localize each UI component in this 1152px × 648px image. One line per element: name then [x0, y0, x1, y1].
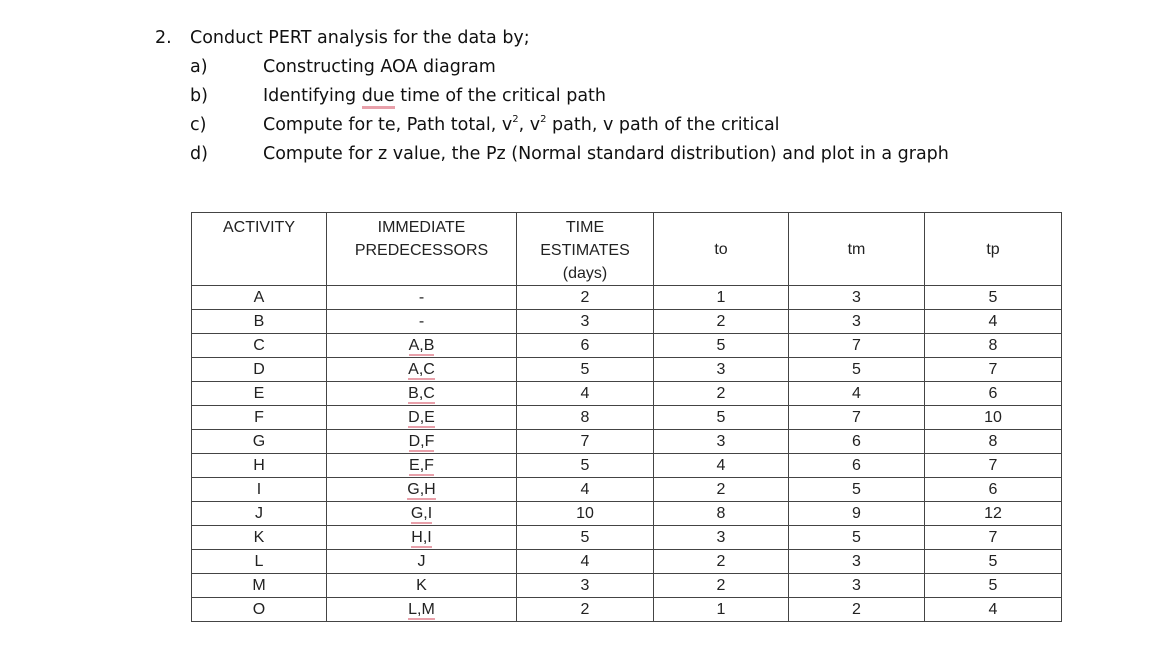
cell-predecessors [327, 598, 517, 622]
table-row [192, 598, 1062, 622]
cell-tp: 6 [925, 478, 1062, 502]
superscript-1: 2 [512, 114, 519, 125]
predecessor-list: G,H [407, 480, 436, 498]
superscript-2: 2 [540, 114, 547, 125]
header-to: to [654, 213, 789, 286]
cell-time-estimate: 6 [517, 334, 654, 358]
cell-tp: 10 [925, 406, 1062, 430]
header-time-estimates [517, 213, 654, 286]
cell-activity: F [192, 406, 327, 430]
cell-time-estimate: 3 [517, 574, 654, 598]
cell-time-estimate: 8 [517, 406, 654, 430]
cell-tm: 7 [789, 334, 925, 358]
header-activity: ACTIVITY [192, 213, 327, 286]
part-d-letter: d) [190, 144, 208, 164]
cell-time-estimate: 4 [517, 478, 654, 502]
table-row [192, 286, 1062, 310]
cell-time-estimate: 5 [517, 526, 654, 550]
header-pred-line1: IMMEDIATE [377, 219, 466, 236]
table-row [192, 478, 1062, 502]
cell-activity: J [192, 502, 327, 526]
predecessor-list: L,M [408, 600, 435, 618]
part-d-text: Compute for z value, the Pz (Normal standard distribution) and plot in a graph [263, 144, 949, 164]
cell-predecessors [327, 526, 517, 550]
part-c-letter: c) [190, 115, 207, 135]
cell-tp: 12 [925, 502, 1062, 526]
cell-activity: B [192, 310, 327, 334]
cell-predecessors [327, 406, 517, 430]
table-header-row [192, 213, 1062, 286]
cell-tp: 4 [925, 310, 1062, 334]
cell-tp: 6 [925, 382, 1062, 406]
cell-tm: 9 [789, 502, 925, 526]
part-c-text-mid: , v [518, 115, 541, 135]
cell-time-estimate: 10 [517, 502, 654, 526]
pert-table [191, 212, 1062, 622]
cell-tm: 2 [789, 598, 925, 622]
header-time-line3: (days) [562, 265, 608, 282]
cell-tp: 4 [925, 598, 1062, 622]
cell-predecessors: J [327, 550, 517, 574]
cell-tp: 5 [925, 550, 1062, 574]
cell-time-estimate: 2 [517, 286, 654, 310]
cell-tm: 5 [789, 526, 925, 550]
cell-to: 5 [654, 334, 789, 358]
cell-to: 2 [654, 550, 789, 574]
cell-tm: 3 [789, 310, 925, 334]
cell-predecessors [327, 382, 517, 406]
cell-activity: C [192, 334, 327, 358]
part-b-text-post: time of the critical path [394, 86, 606, 106]
cell-time-estimate: 5 [517, 454, 654, 478]
cell-activity: G [192, 430, 327, 454]
cell-time-estimate: 7 [517, 430, 654, 454]
question-title: Conduct PERT analysis for the data by; [190, 28, 530, 48]
header-tp: tp [925, 213, 1062, 286]
cell-tp: 7 [925, 526, 1062, 550]
cell-to: 2 [654, 478, 789, 502]
table-row [192, 454, 1062, 478]
cell-to: 3 [654, 358, 789, 382]
cell-activity: I [192, 478, 327, 502]
cell-predecessors: K [327, 574, 517, 598]
predecessor-list: H,I [411, 528, 432, 546]
cell-time-estimate: 5 [517, 358, 654, 382]
cell-tm: 3 [789, 550, 925, 574]
cell-tm: 4 [789, 382, 925, 406]
table-row [192, 550, 1062, 574]
cell-to: 2 [654, 310, 789, 334]
part-c-text-tail: path, v path of the critical [546, 115, 780, 135]
cell-time-estimate: 2 [517, 598, 654, 622]
cell-tp: 5 [925, 286, 1062, 310]
cell-tm: 6 [789, 430, 925, 454]
part-b-letter: b) [190, 86, 208, 106]
cell-tp: 5 [925, 574, 1062, 598]
question-number: 2. [155, 28, 172, 48]
cell-tm: 5 [789, 478, 925, 502]
cell-tp: 7 [925, 358, 1062, 382]
cell-activity: A [192, 286, 327, 310]
predecessor-list: A,C [408, 360, 435, 378]
table-row [192, 334, 1062, 358]
cell-tm: 3 [789, 286, 925, 310]
cell-to: 1 [654, 598, 789, 622]
cell-to: 5 [654, 406, 789, 430]
cell-to: 4 [654, 454, 789, 478]
cell-activity: K [192, 526, 327, 550]
predecessor-list: E,F [409, 456, 434, 474]
part-a-text: Constructing AOA diagram [263, 57, 496, 77]
cell-tp: 8 [925, 334, 1062, 358]
header-predecessors [327, 213, 517, 286]
table-row [192, 574, 1062, 598]
part-b-text [263, 85, 606, 107]
cell-to: 8 [654, 502, 789, 526]
predecessor-list: D,E [408, 408, 435, 426]
cell-to: 3 [654, 526, 789, 550]
cell-tm: 5 [789, 358, 925, 382]
table-row [192, 382, 1062, 406]
cell-activity: L [192, 550, 327, 574]
cell-activity: M [192, 574, 327, 598]
cell-to: 1 [654, 286, 789, 310]
spellcheck-underlined-word: due [362, 86, 395, 109]
cell-predecessors [327, 430, 517, 454]
table-body [192, 286, 1062, 622]
cell-activity: E [192, 382, 327, 406]
cell-predecessors [327, 454, 517, 478]
header-pred-line2: PREDECESSORS [354, 242, 489, 259]
cell-time-estimate: 3 [517, 310, 654, 334]
cell-to: 3 [654, 430, 789, 454]
cell-tp: 8 [925, 430, 1062, 454]
header-time-line2: ESTIMATES [540, 242, 630, 259]
cell-activity: H [192, 454, 327, 478]
cell-tm: 3 [789, 574, 925, 598]
cell-tp: 7 [925, 454, 1062, 478]
table-row [192, 430, 1062, 454]
cell-to: 2 [654, 382, 789, 406]
cell-predecessors [327, 334, 517, 358]
predecessor-list: D,F [408, 432, 435, 450]
cell-predecessors [327, 358, 517, 382]
part-c-text-pre: Compute for te, Path total, v [263, 115, 513, 135]
predecessor-list: G,I [410, 504, 433, 522]
predecessor-list: A,B [408, 336, 435, 354]
table-row [192, 406, 1062, 430]
table-row [192, 358, 1062, 382]
cell-to: 2 [654, 574, 789, 598]
cell-time-estimate: 4 [517, 550, 654, 574]
cell-activity: O [192, 598, 327, 622]
header-tm: tm [789, 213, 925, 286]
table-row [192, 502, 1062, 526]
cell-predecessors [327, 502, 517, 526]
cell-tm: 6 [789, 454, 925, 478]
cell-predecessors [327, 478, 517, 502]
table-row [192, 310, 1062, 334]
cell-time-estimate: 4 [517, 382, 654, 406]
table-row [192, 526, 1062, 550]
cell-predecessors: - [327, 310, 517, 334]
cell-predecessors: - [327, 286, 517, 310]
part-b-text-pre: Identifying [263, 86, 362, 106]
header-time-line1: TIME [565, 219, 605, 236]
predecessor-list: B,C [408, 384, 435, 402]
cell-activity: D [192, 358, 327, 382]
part-a-letter: a) [190, 57, 208, 77]
cell-tm: 7 [789, 406, 925, 430]
part-c-text [263, 114, 780, 136]
